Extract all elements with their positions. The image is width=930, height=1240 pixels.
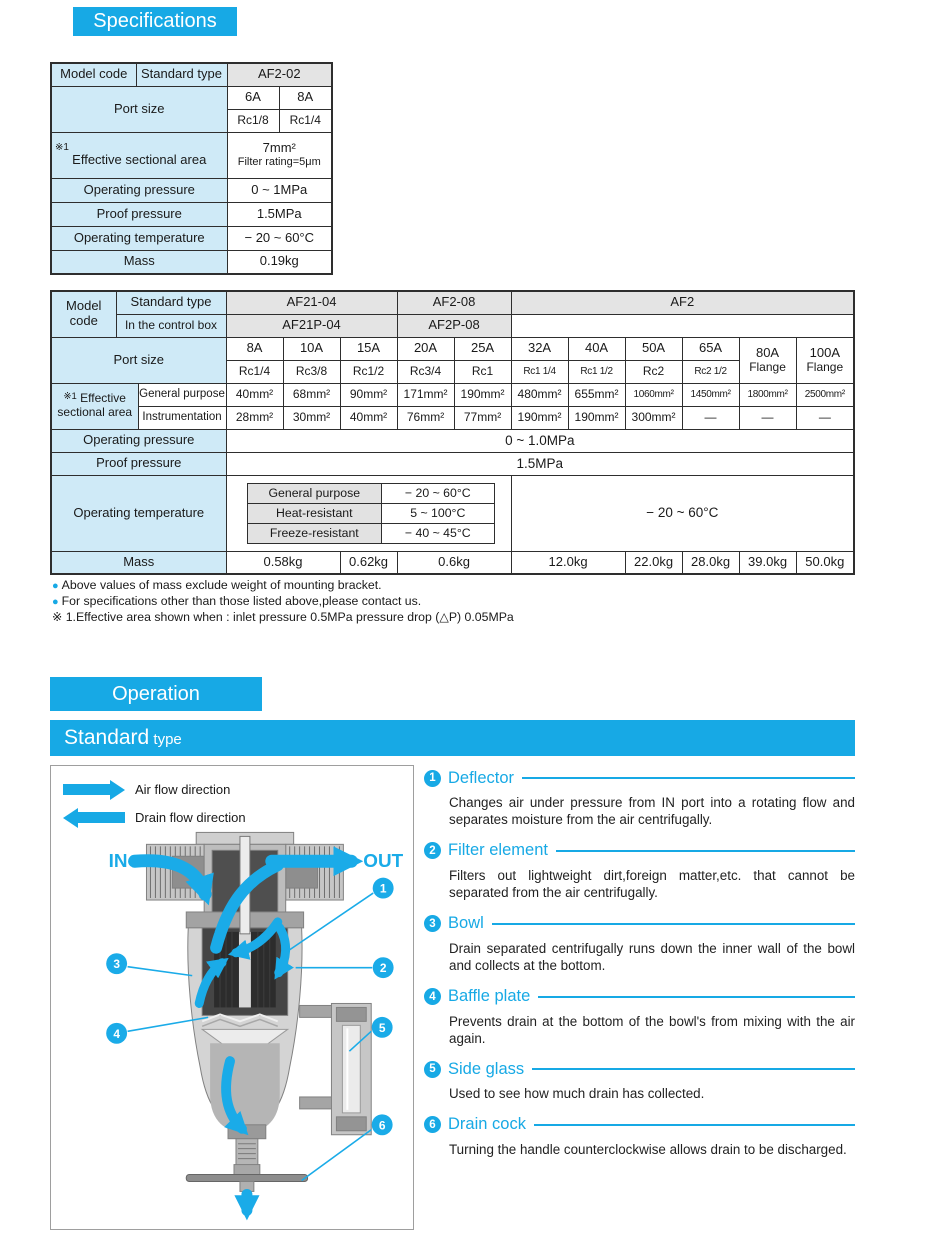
spec-table-af2-02 xyxy=(50,62,333,275)
temp-variant-value: − 40 ~ 45°C xyxy=(382,523,494,543)
port-thread-cell: Rc1/4 xyxy=(226,360,283,383)
area-value-cell: 2500mm² xyxy=(796,383,854,406)
mass-label: Mass xyxy=(51,250,227,274)
item-heading xyxy=(424,1113,855,1137)
mass-value: 0.19kg xyxy=(227,250,332,274)
item-number-badge: 3 xyxy=(424,915,441,932)
model-code-header: Model code xyxy=(51,63,136,86)
footnote-text: For specifications other than those listed above,please contact us. xyxy=(61,594,422,608)
effective-area-label-text: Effective sectional area xyxy=(72,152,207,168)
item-title: Deflector xyxy=(448,768,515,787)
operation-item-bowl xyxy=(424,912,855,975)
standard-type-header: Standard type xyxy=(136,63,227,86)
filter-rating-note: Filter rating=5μm xyxy=(237,156,321,169)
operation-item-filter-element xyxy=(424,839,855,902)
mass-value: 0.58kg xyxy=(226,551,340,574)
item-heading xyxy=(424,985,855,1009)
item-number-badge: 4 xyxy=(424,988,441,1005)
operation-banner: Operation xyxy=(50,677,262,711)
model-name-cell: AF2-02 xyxy=(227,63,332,86)
port-thread-cell: Rc1 xyxy=(454,360,511,383)
callout-number-1: 1 xyxy=(379,881,387,896)
area-value-cell: 90mm² xyxy=(340,383,397,406)
area-value-cell: 190mm² xyxy=(454,383,511,406)
mass-value: 22.0kg xyxy=(625,551,682,574)
item-description: Turning the handle counterclockwise allows drain to be discharged. xyxy=(449,1141,847,1157)
item-description: Changes air under pressure from IN port into a rotating flow and separates moisture from the air centrifugally. xyxy=(449,795,855,828)
heading-rule xyxy=(534,1124,855,1126)
temp-variant-value: 5 ~ 100°C xyxy=(382,503,494,523)
operating-pressure-label: Operating pressure xyxy=(51,429,226,452)
area-value-cell: — xyxy=(739,406,796,429)
heading-rule xyxy=(556,850,855,852)
heading-rule xyxy=(522,777,855,779)
empty-cell xyxy=(511,314,854,337)
port-size-cell: 25A xyxy=(454,337,511,360)
port-thread-text: Flange xyxy=(806,359,844,374)
drain-flow-legend-row xyxy=(63,807,246,828)
standard-type-sub: type xyxy=(149,731,182,748)
area-value-cell: — xyxy=(796,406,854,429)
callout-number-6: 6 xyxy=(378,1118,386,1133)
item-title: Drain cock xyxy=(448,1115,526,1134)
mass-value: 50.0kg xyxy=(796,551,854,574)
operating-temperature-label: Operating temperature xyxy=(51,226,227,250)
heading-rule xyxy=(538,996,855,998)
area-value-cell: 30mm² xyxy=(283,406,340,429)
in-label: IN xyxy=(108,851,128,873)
heading-rule xyxy=(492,923,855,925)
operation-items xyxy=(424,766,855,1168)
temp-variant-label: General purpose xyxy=(247,483,382,503)
operating-temperature-value: − 20 ~ 60°C xyxy=(227,226,332,250)
port-thread-cell: Rc1 1/2 xyxy=(568,360,625,383)
port-size-cell: 8A xyxy=(279,86,332,109)
model-name-cell: AF21P-04 xyxy=(226,314,397,337)
drain-handle xyxy=(186,1175,307,1182)
effective-area-label-line2: sectional area xyxy=(57,405,133,419)
model-name-cell: AF2 xyxy=(511,291,854,314)
specifications-banner: Specifications xyxy=(73,7,237,36)
port-size-cell: 32A xyxy=(511,337,568,360)
mass-value: 12.0kg xyxy=(511,551,625,574)
port-thread-cell: Rc3/8 xyxy=(283,360,340,383)
item-description: Prevents drain at the bottom of the bowl's from mixing with the air again. xyxy=(449,1013,855,1046)
port-size-cell xyxy=(739,337,796,383)
port-thread-cell: Rc1 1/4 xyxy=(511,360,568,383)
item-title: Baffle plate xyxy=(448,987,531,1006)
operation-item-drain-cock xyxy=(424,1113,855,1158)
drain-stem xyxy=(236,1139,258,1167)
bullet-icon: ● xyxy=(52,580,59,592)
proof-pressure-label: Proof pressure xyxy=(51,202,227,226)
operating-pressure-value: 0 ~ 1MPa xyxy=(227,178,332,202)
port-size-cell: 40A xyxy=(568,337,625,360)
drain-flow-arrow-icon xyxy=(63,807,125,828)
effective-area-value xyxy=(227,132,332,178)
mass-value: 0.62kg xyxy=(340,551,397,574)
area-value-cell: 1450mm² xyxy=(682,383,739,406)
effective-area-label-line1: Effective xyxy=(80,391,126,406)
port-size-cell xyxy=(796,337,854,383)
model-name-cell: AF2P-08 xyxy=(397,314,511,337)
effective-area-label xyxy=(51,383,138,429)
temp-variant-label: Freeze-resistant xyxy=(247,523,382,543)
filter-body xyxy=(146,832,371,1191)
model-name-cell: AF21-04 xyxy=(226,291,397,314)
footnote-mark: ※1 xyxy=(55,142,69,154)
item-description: Used to see how much drain has collected. xyxy=(449,1086,705,1102)
item-heading xyxy=(424,1057,855,1081)
area-value-cell: 77mm² xyxy=(454,406,511,429)
port-thread-cell: Rc2 1/2 xyxy=(682,360,739,383)
footnote-line xyxy=(52,578,514,594)
model-name-cell: AF2-08 xyxy=(397,291,511,314)
item-number-badge: 1 xyxy=(424,770,441,787)
area-value-cell: 68mm² xyxy=(283,383,340,406)
area-value-cell: 190mm² xyxy=(511,406,568,429)
operating-pressure-value: 0 ~ 1.0MPa xyxy=(226,429,854,452)
side-glass-tube xyxy=(342,1025,360,1113)
spec-table-af2-series xyxy=(50,290,855,575)
area-value-cell: 40mm² xyxy=(226,383,283,406)
operating-temperature-label: Operating temperature xyxy=(51,475,226,551)
item-title: Filter element xyxy=(448,841,548,860)
operating-pressure-label: Operating pressure xyxy=(51,178,227,202)
area-value-cell: 40mm² xyxy=(340,406,397,429)
area-value-cell: 480mm² xyxy=(511,383,568,406)
port-thread-cell: Rc1/2 xyxy=(340,360,397,383)
out-label: OUT xyxy=(363,851,404,873)
item-title: Bowl xyxy=(448,914,484,933)
operation-item-deflector xyxy=(424,766,855,829)
bullet-icon: ● xyxy=(52,596,59,608)
port-thread-cell: Rc1/4 xyxy=(279,109,332,132)
filter-cutaway-illustration xyxy=(51,766,413,1229)
standard-type-main: Standard xyxy=(64,726,150,749)
area-value-cell: 300mm² xyxy=(625,406,682,429)
mass-value: 28.0kg xyxy=(682,551,739,574)
callout-number-2: 2 xyxy=(379,961,387,976)
port-size-cell: 65A xyxy=(682,337,739,360)
area-value-cell: 655mm² xyxy=(568,383,625,406)
air-flow-legend-row xyxy=(63,779,246,800)
port-size-cell: 10A xyxy=(283,337,340,360)
port-size-cell: 8A xyxy=(226,337,283,360)
standard-type-banner xyxy=(50,720,855,756)
general-purpose-label: General purpose xyxy=(138,383,226,406)
temp-variant-label: Heat-resistant xyxy=(247,503,382,523)
port-size-label: Port size xyxy=(51,337,226,383)
model-code-header: Model code xyxy=(51,291,116,337)
operation-item-baffle-plate xyxy=(424,985,855,1048)
port-size-cell: 50A xyxy=(625,337,682,360)
area-value-cell: — xyxy=(682,406,739,429)
mass-label: Mass xyxy=(51,551,226,574)
item-number-badge: 6 xyxy=(424,1116,441,1133)
instrumentation-label: Instrumentation xyxy=(138,406,226,429)
proof-pressure-label: Proof pressure xyxy=(51,452,226,475)
footnotes xyxy=(52,578,514,625)
air-flow-label: Air flow direction xyxy=(135,782,231,797)
area-value-cell: 1800mm² xyxy=(739,383,796,406)
area-value-cell: 190mm² xyxy=(568,406,625,429)
air-flow-arrow-icon xyxy=(63,779,125,800)
temperature-variant-table xyxy=(247,483,495,544)
item-description: Filters out lightweight dirt,foreign matter,etc. that cannot be separated from the air centrifugally. xyxy=(449,867,855,901)
port-size-cell: 6A xyxy=(227,86,279,109)
area-value-cell: 171mm² xyxy=(397,383,454,406)
port-size-text: 80A xyxy=(755,344,780,360)
flow-legend xyxy=(63,779,246,828)
port-size-cell: 20A xyxy=(397,337,454,360)
operating-temperature-variants-cell xyxy=(226,475,511,551)
item-heading xyxy=(424,912,855,936)
footnote-line xyxy=(52,594,514,610)
port-thread-cell: Rc2 xyxy=(625,360,682,383)
proof-pressure-value: 1.5MPa xyxy=(227,202,332,226)
operating-temperature-af2-value: − 20 ~ 60°C xyxy=(511,475,854,551)
area-value-cell: 28mm² xyxy=(226,406,283,429)
callout-number-3: 3 xyxy=(113,957,120,972)
footnote-text: ※ 1.Effective area shown when : inlet pressure 0.5MPa pressure drop (△P) 0.05MPa xyxy=(52,610,514,624)
mass-value: 39.0kg xyxy=(739,551,796,574)
footnote-text: Above values of mass exclude weight of mounting bracket. xyxy=(61,578,382,592)
filter-cutaway-diagram xyxy=(50,765,414,1230)
item-title: Side glass xyxy=(448,1059,525,1078)
port-size-cell: 15A xyxy=(340,337,397,360)
item-number-badge: 2 xyxy=(424,842,441,859)
effective-area-label xyxy=(51,132,227,178)
drain-flow-label: Drain flow direction xyxy=(135,810,246,825)
port-thread-cell: Rc1/8 xyxy=(227,109,279,132)
footnote-mark: ※1 xyxy=(63,391,77,403)
item-heading xyxy=(424,839,855,863)
effective-area-number: 7mm² xyxy=(262,140,296,156)
item-description: Drain separated centrifugally runs down the inner wall of the bowl and collects at the bottom. xyxy=(449,940,855,974)
standard-type-header: Standard type xyxy=(116,291,226,314)
in-control-box-header: In the control box xyxy=(116,314,226,337)
area-value-cell: 76mm² xyxy=(397,406,454,429)
callout-number-4: 4 xyxy=(113,1026,120,1041)
mass-value: 0.6kg xyxy=(397,551,511,574)
area-value-cell: 1060mm² xyxy=(625,383,682,406)
proof-pressure-value: 1.5MPa xyxy=(226,452,854,475)
callout-number-5: 5 xyxy=(378,1020,386,1035)
port-thread-cell: Rc3/4 xyxy=(397,360,454,383)
port-size-label: Port size xyxy=(51,86,227,132)
item-number-badge: 5 xyxy=(424,1061,441,1078)
port-thread-text: Flange xyxy=(749,359,786,374)
temp-variant-value: − 20 ~ 60°C xyxy=(382,483,494,503)
footnote-line xyxy=(52,610,514,625)
heading-rule xyxy=(532,1068,855,1070)
port-size-text: 100A xyxy=(809,344,840,360)
operation-item-side-glass xyxy=(424,1057,855,1102)
item-heading xyxy=(424,766,855,790)
